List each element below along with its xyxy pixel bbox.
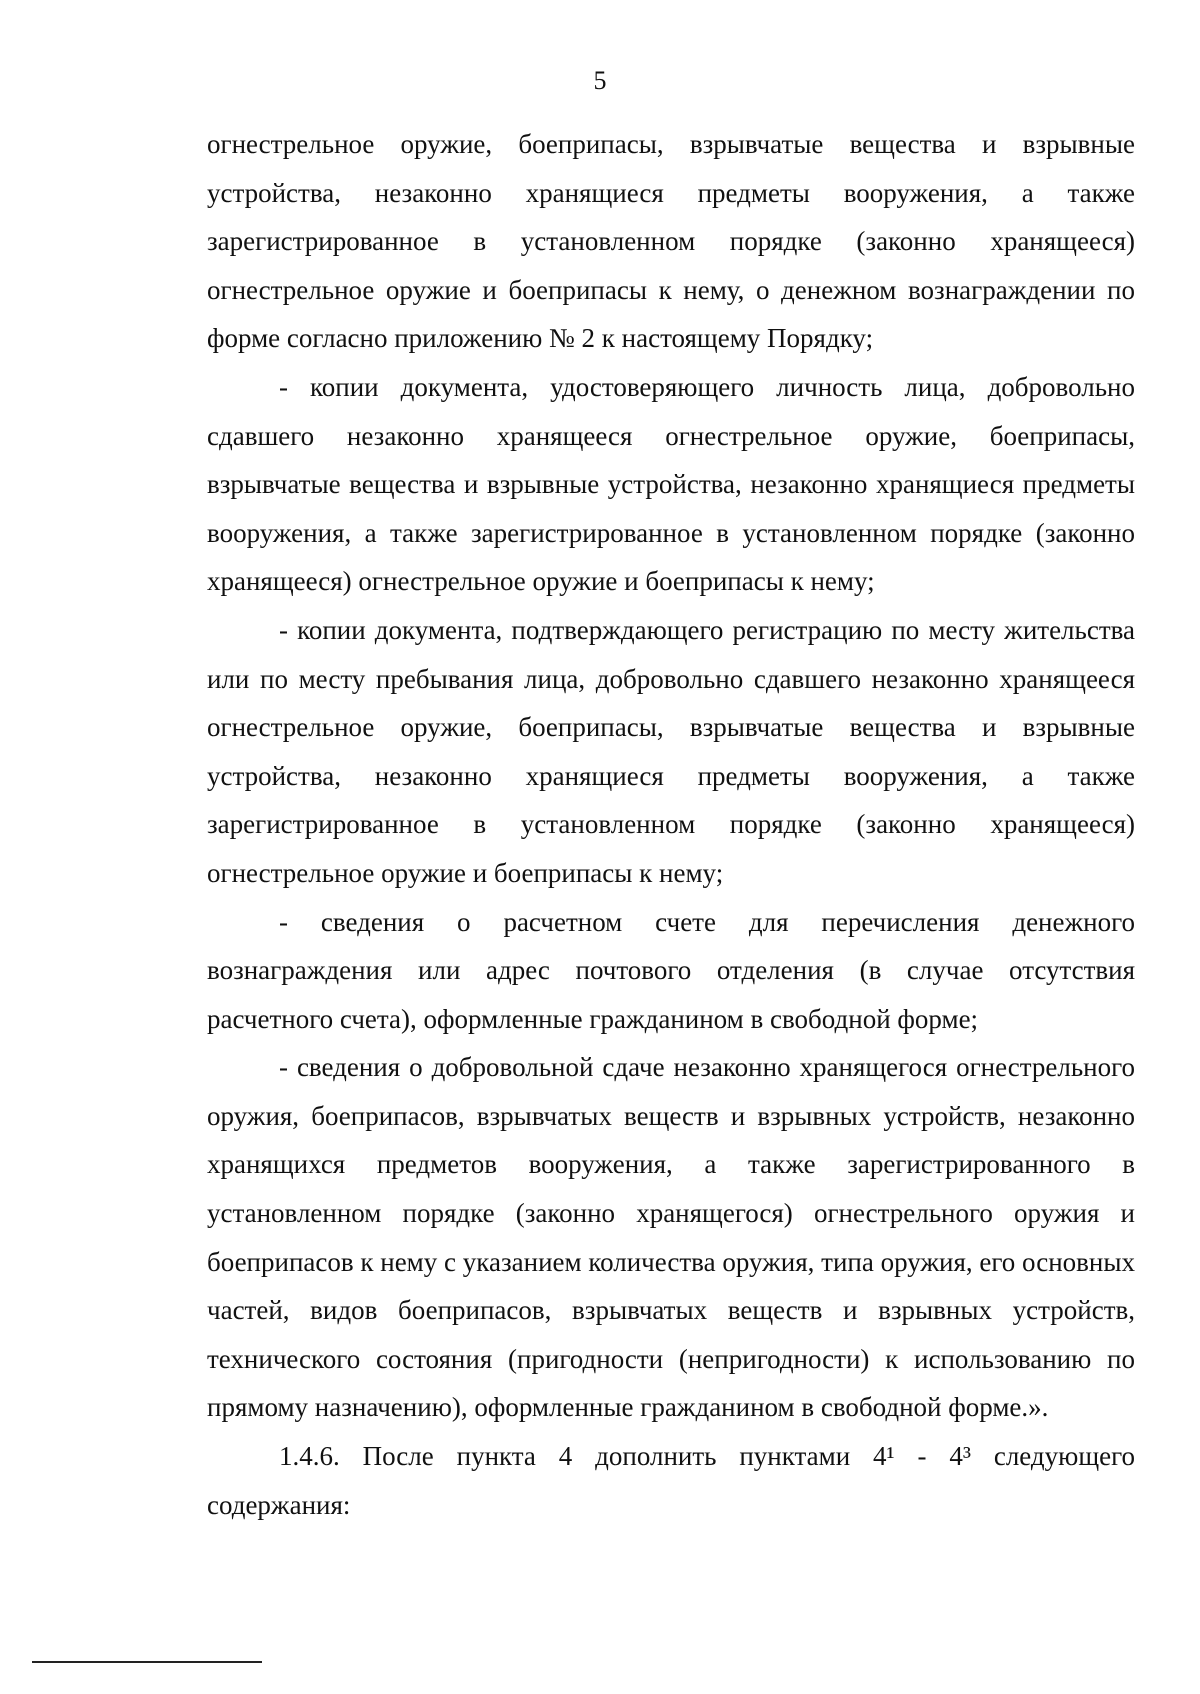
- footnote-divider: [32, 1661, 262, 1663]
- amendment-clause: 1.4.6. После пункта 4 дополнить пунктами 4¹ - 4³ следующего содержания:: [207, 1441, 1135, 1520]
- list-item-bank-account-info: - сведения о расчетном счете для перечисления денежного вознаграждения или адрес почтового отделения (в случае отсутствия расчетного счета), оформленные гражданином в свободной форме;: [207, 906, 1135, 1034]
- list-item-identity-document: - копии документа, удостоверяющего личность лица, добровольно сдавшего незаконно хранящееся огнестрельное оружие, боеприпасы, взрывчатые вещества и взрывные устройства, незаконно хранящиеся предметы вооружения, а также зарегистрированное в установленном порядке (законно хранящееся) огнестрельное оружие и боеприпасы к нему;: [207, 371, 1135, 597]
- paragraph-continuation: огнестрельное оружие, боеприпасы, взрывчатые вещества и взрывные устройства, незаконно хранящиеся предметы вооружения, а также зарегистрированное в установленном порядке (законно хранящееся) огнестрельное оружие и боеприпасы к нему, о денежном вознаграждении по форме согласно приложению № 2 к настоящему Порядку;: [207, 129, 1135, 354]
- page-number: 5: [593, 66, 607, 95]
- list-item-registration-document: - копии документа, подтверждающего регистрацию по месту жительства или по месту пребывания лица, добровольно сдавшего незаконно хранящееся огнестрельное оружие, боеприпасы, взрывчатые вещества и взрывные устройства, незаконно хранящиеся предметы вооружения, а также зарегистрированное в установленном порядке (законно хранящееся) огнестрельное оружие и боеприпасы к нему;: [207, 614, 1135, 888]
- list-item-surrender-info: - сведения о добровольной сдаче незаконно хранящегося огнестрельного оружия, боеприпасов, взрывчатых веществ и взрывных устройств, незаконно хранящихся предметов вооружения, а также зарегистрированного в установленном порядке (законно хранящегося) огнестрельного оружия и боеприпасов к нему с указанием количества оружия, типа оружия, его основных частей, видов боеприпасов, взрывчатых веществ и взрывных устройств, технического состояния (пригодности (непригодности) к использованию по прямому назначению), оформленные гражданином в свободной форме.».: [207, 1052, 1135, 1423]
- document-body: [207, 120, 1135, 1529]
